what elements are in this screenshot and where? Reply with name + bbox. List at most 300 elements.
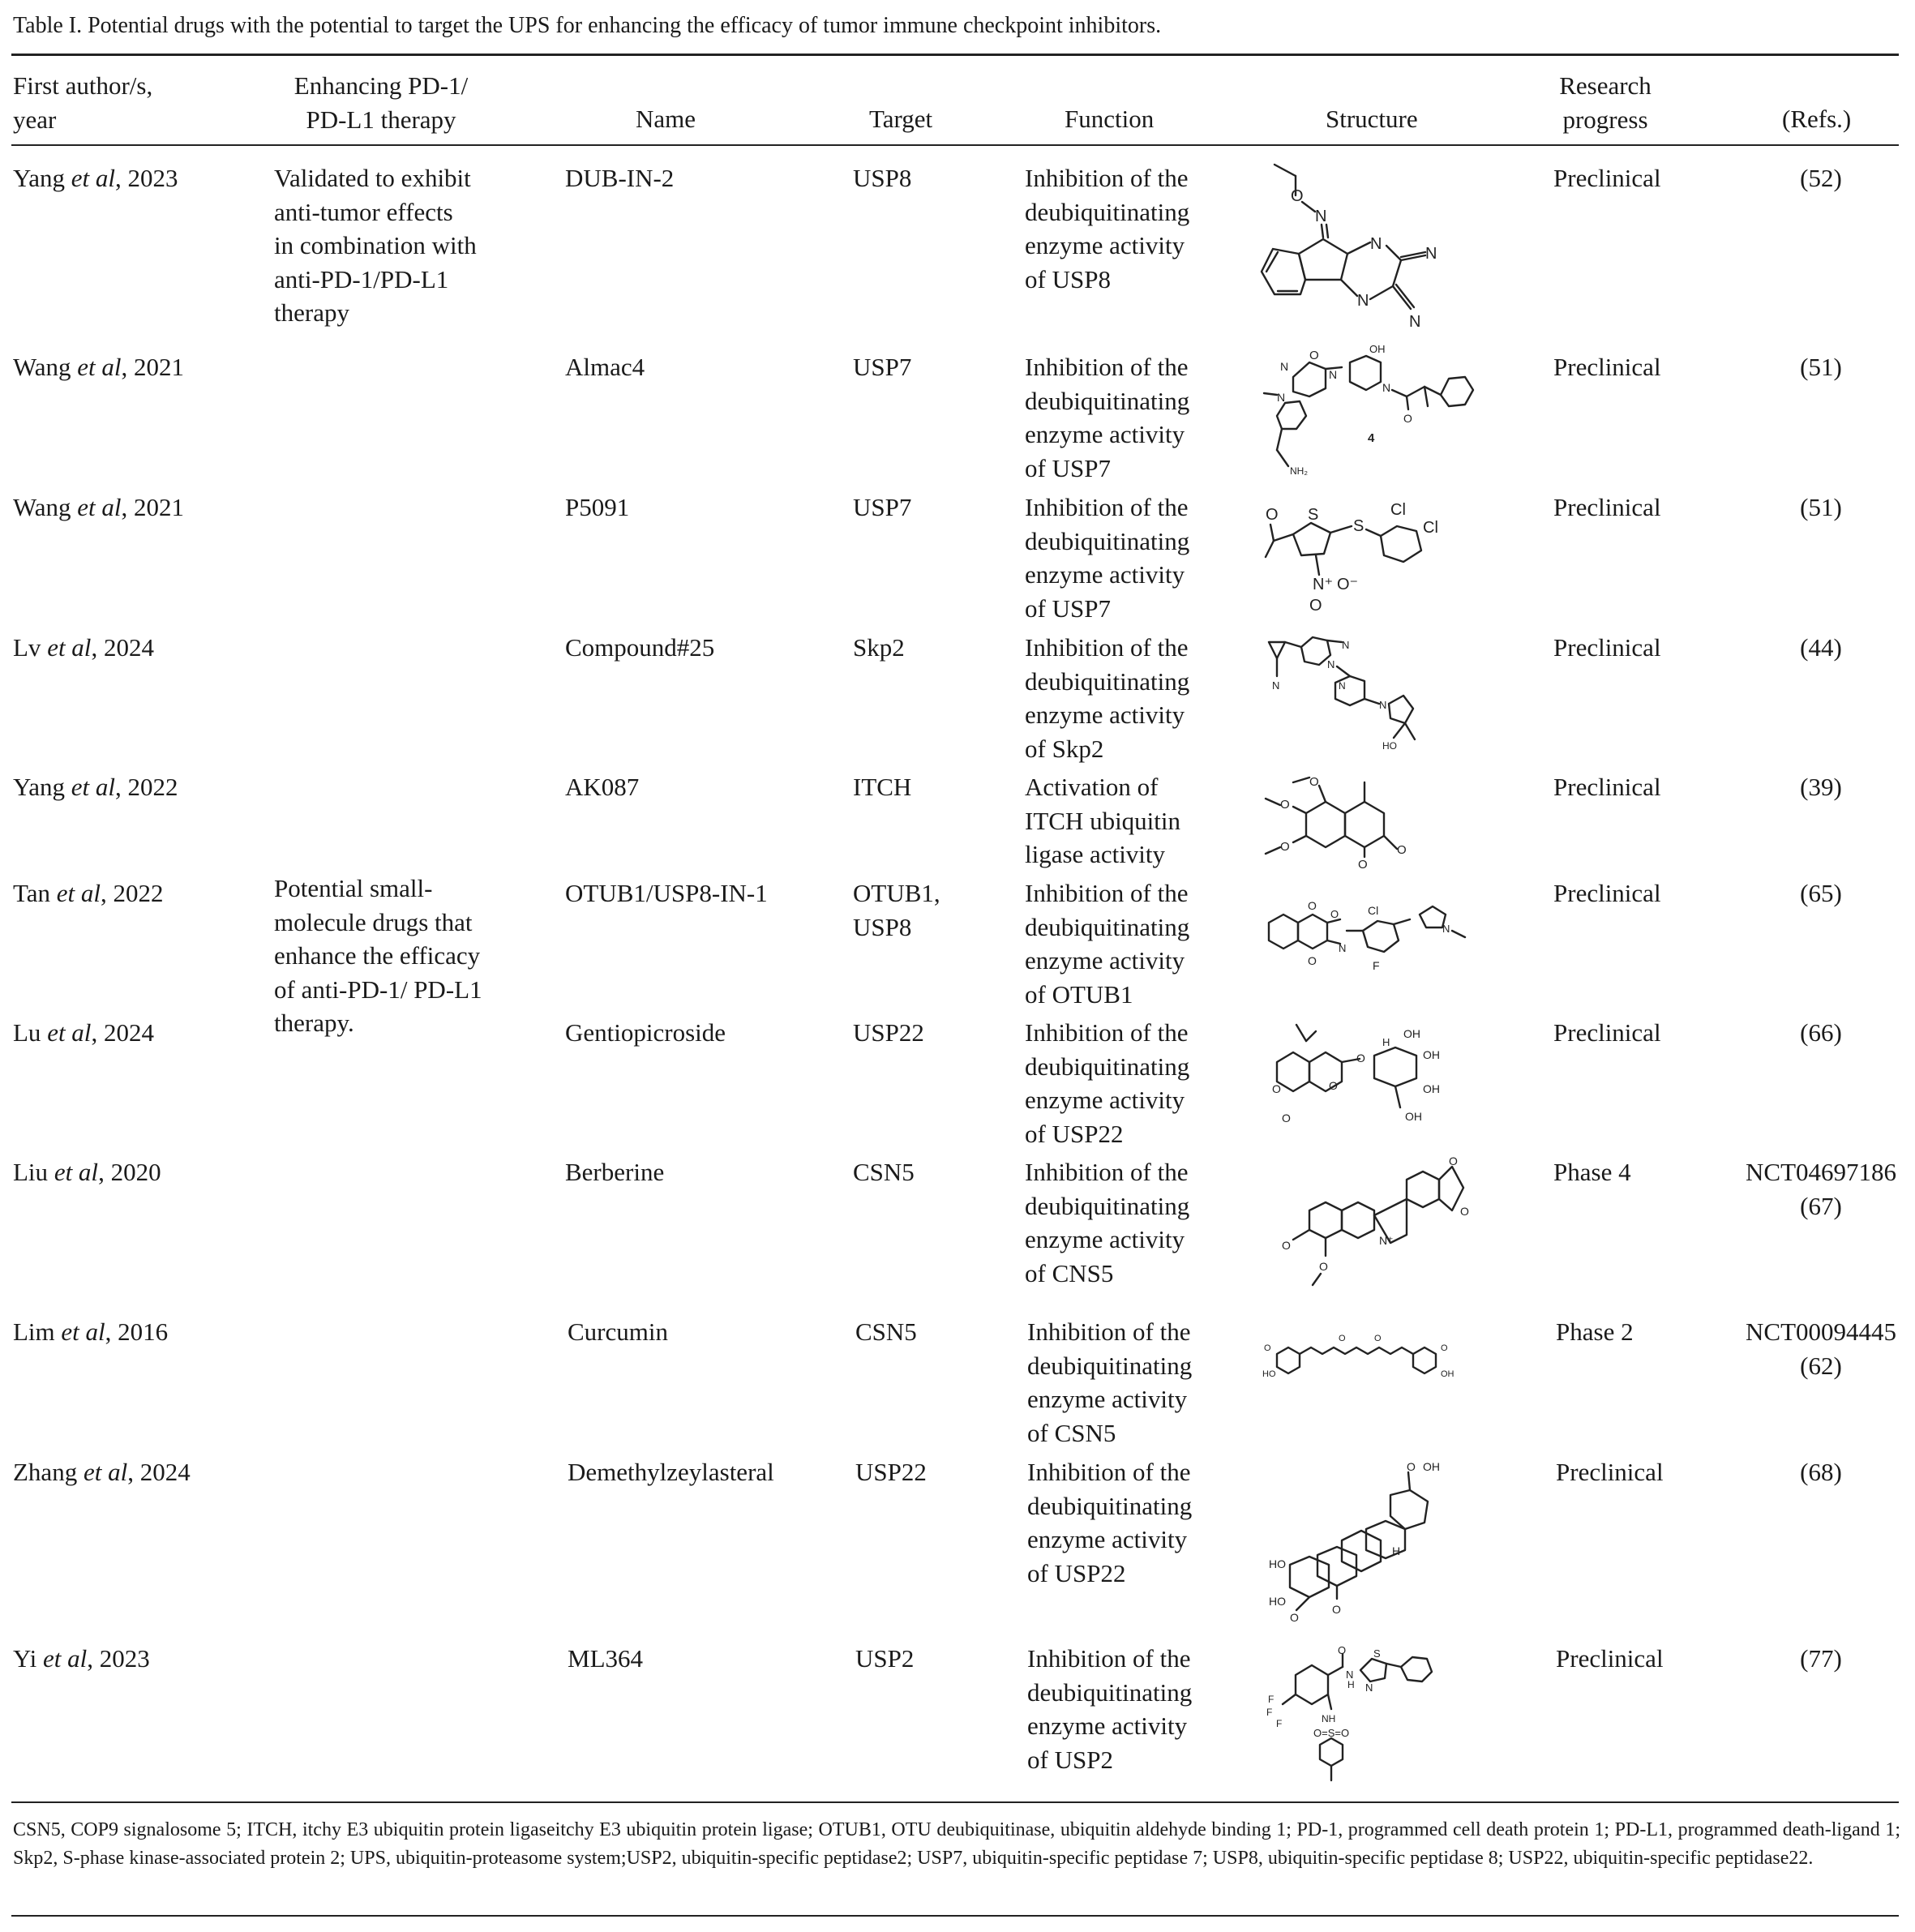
nitrogen-label: N bbox=[1315, 208, 1327, 225]
hydroxyl-label: OH bbox=[1369, 343, 1386, 355]
author-year: , 2023 bbox=[87, 1644, 150, 1673]
target-cell bbox=[853, 350, 911, 384]
author-cell bbox=[13, 770, 178, 804]
oxygen-label: O bbox=[1338, 1644, 1347, 1656]
author-cell bbox=[13, 1642, 150, 1676]
function-line: Inhibition of the bbox=[1027, 1317, 1191, 1346]
function-cell bbox=[1025, 770, 1180, 872]
almac4-structure-icon bbox=[1261, 345, 1480, 482]
function-line: deubiquitinating bbox=[1025, 912, 1190, 941]
ref-text: NCT00094445 bbox=[1746, 1317, 1896, 1346]
target-cell bbox=[853, 1016, 924, 1050]
nitrogen-label: N bbox=[1339, 942, 1347, 954]
function-line: Inhibition of the bbox=[1025, 164, 1189, 192]
function-line: deubiquitinating bbox=[1025, 197, 1190, 226]
function-line: deubiquitinating bbox=[1027, 1677, 1193, 1707]
nitrogen-label: N bbox=[1342, 639, 1350, 651]
hydroxyl-label: OH bbox=[1423, 1048, 1440, 1061]
group-note-line: Potential small- bbox=[274, 874, 433, 902]
oxygen-label: O bbox=[1330, 908, 1339, 920]
function-cell bbox=[1025, 161, 1189, 296]
target-cell bbox=[853, 1155, 915, 1189]
target-text: OTUB1, bbox=[853, 879, 940, 907]
function-cell bbox=[1025, 350, 1189, 485]
et-al: et al bbox=[77, 493, 122, 521]
drug-name bbox=[565, 161, 674, 195]
hydroxyl-label: OH bbox=[1423, 1460, 1440, 1473]
function-cell bbox=[1027, 1455, 1192, 1590]
function-cell bbox=[1027, 1315, 1192, 1450]
function-line: deubiquitinating bbox=[1025, 386, 1190, 415]
ref-text: (52) bbox=[1800, 164, 1842, 192]
function-line: deubiquitinating bbox=[1027, 1351, 1193, 1380]
nitrile-n-label: N bbox=[1425, 245, 1437, 263]
drug-name bbox=[568, 1642, 643, 1676]
nitrogen-label: N bbox=[1442, 923, 1450, 935]
fluorine-label: F bbox=[1373, 959, 1380, 972]
drug-name bbox=[565, 770, 639, 804]
oxygen-label: O bbox=[1309, 775, 1319, 789]
research-progress bbox=[1553, 631, 1661, 665]
progress-text: Preclinical bbox=[1553, 493, 1661, 521]
header-author bbox=[13, 69, 152, 136]
author-cell bbox=[13, 1315, 168, 1349]
group-note-potential bbox=[274, 872, 482, 1040]
function-line: of CSN5 bbox=[1027, 1418, 1116, 1447]
oxygen-label: O bbox=[1397, 843, 1407, 857]
function-line: Inhibition of the bbox=[1025, 493, 1189, 521]
nitrile-n-label: N bbox=[1409, 313, 1421, 331]
header-progress-line-2: progress bbox=[1562, 105, 1648, 134]
author-cell bbox=[13, 631, 154, 665]
hydroxyl-label: OH bbox=[1405, 1110, 1422, 1123]
author-cell bbox=[13, 876, 164, 910]
oxygen-label: O bbox=[1332, 1603, 1341, 1616]
hydrogen-label: H bbox=[1382, 1036, 1390, 1048]
function-line: ligase activity bbox=[1025, 840, 1166, 868]
function-line: enzyme activity bbox=[1025, 1086, 1185, 1114]
drug-name bbox=[565, 876, 768, 910]
hydroxyl-label: OH bbox=[1441, 1369, 1454, 1379]
bottom-rule bbox=[11, 1801, 1899, 1803]
sulfonyl-label: O=S=O bbox=[1313, 1727, 1350, 1739]
drug-name bbox=[565, 490, 629, 525]
refs-cell bbox=[1743, 631, 1899, 665]
target-cell bbox=[853, 770, 911, 804]
ref-text: (51) bbox=[1800, 493, 1842, 521]
function-line: Inhibition of the bbox=[1025, 879, 1189, 907]
nitrogen-label: N bbox=[1379, 699, 1387, 711]
research-progress bbox=[1556, 1642, 1664, 1676]
ref-text: (66) bbox=[1800, 1018, 1842, 1047]
function-line: enzyme activity bbox=[1025, 1225, 1185, 1253]
drug-name-text: Curcumin bbox=[568, 1317, 668, 1346]
refs-cell bbox=[1743, 770, 1899, 804]
header-name: Name bbox=[636, 105, 696, 133]
author-year: , 2021 bbox=[121, 353, 185, 381]
drug-name bbox=[568, 1315, 668, 1349]
author-name: Yang bbox=[13, 773, 66, 801]
author-cell bbox=[13, 1455, 191, 1489]
header-enhancing-line-1: Enhancing PD-1/ bbox=[293, 71, 469, 100]
author-name: Yang bbox=[13, 164, 66, 192]
function-line: of USP22 bbox=[1027, 1558, 1126, 1587]
table-footnote: CSN5, COP9 signalosome 5; ITCH, itchy E3 ubiquitin protein ligaseitchy E3 ubiquitin protein ligase; OTUB1, OTU deubiquitinase, ubiquitin aldehyde binding 1; PD-1, programmed cell death protein 1; PD-L1, programmed death-ligand 1; Skp2, S-phase kinase-associated protein 2; UPS, ubiquitin-proteasome system;USP2, ubiquitin-specific peptidase2; USP7, ubiquitin-specific peptidase 7; USP8, ubiquitin-specific peptidase 8; USP22, ubiquitin-specific peptidase22. bbox=[13, 1819, 1900, 1869]
oxygen-label: O bbox=[1449, 1154, 1458, 1167]
function-cell bbox=[1025, 490, 1189, 625]
fluorine-label: F bbox=[1266, 1707, 1273, 1718]
function-line: enzyme activity bbox=[1027, 1525, 1188, 1553]
function-cell bbox=[1025, 631, 1189, 765]
target-cell bbox=[853, 631, 905, 665]
nitrogen-label: N bbox=[1346, 1669, 1354, 1681]
fluorine-label: F bbox=[1268, 1694, 1275, 1705]
oxygen-label: O bbox=[1308, 899, 1317, 912]
research-progress bbox=[1553, 1016, 1661, 1050]
drug-name bbox=[565, 631, 714, 665]
author-year: , 2022 bbox=[115, 773, 178, 801]
function-line: Inhibition of the bbox=[1027, 1458, 1191, 1486]
footnote-rule bbox=[11, 1915, 1899, 1917]
header-target: Target bbox=[869, 105, 933, 133]
drug-name-text: Gentiopicroside bbox=[565, 1018, 726, 1047]
hydroxyl-label: HO bbox=[1269, 1595, 1286, 1608]
drug-name bbox=[568, 1455, 774, 1489]
refs-cell bbox=[1743, 161, 1899, 195]
function-line: of USP2 bbox=[1027, 1745, 1113, 1774]
function-line: enzyme activity bbox=[1025, 700, 1185, 729]
oxygen-label: O bbox=[1291, 187, 1304, 205]
author-name: Zhang bbox=[13, 1458, 78, 1486]
oxygen-label: O bbox=[1266, 506, 1279, 524]
nitrogen-label: N bbox=[1339, 680, 1346, 692]
oxygen-label: O bbox=[1403, 412, 1412, 425]
oxygen-label: O bbox=[1264, 1343, 1271, 1353]
drug-name-text: DUB-IN-2 bbox=[565, 164, 675, 192]
drug-name-text: OTUB1/USP8-IN-1 bbox=[565, 879, 768, 907]
ml364-structure-icon bbox=[1265, 1646, 1476, 1792]
author-year: , 2016 bbox=[105, 1317, 169, 1346]
author-year: , 2020 bbox=[98, 1158, 161, 1186]
et-al: et al bbox=[47, 633, 92, 662]
amine-label: NH bbox=[1322, 1713, 1336, 1724]
sulfur-label: S bbox=[1353, 517, 1364, 535]
et-al: et al bbox=[83, 1458, 128, 1486]
refs-cell bbox=[1743, 1315, 1899, 1382]
header-author-line-2: year bbox=[13, 105, 57, 134]
research-progress bbox=[1556, 1455, 1664, 1489]
function-line: Inhibition of the bbox=[1027, 1644, 1191, 1673]
oxygen-label: O bbox=[1308, 954, 1317, 967]
oxygen-label: O bbox=[1319, 1260, 1328, 1273]
group-note-validated bbox=[274, 161, 477, 330]
function-line: of CNS5 bbox=[1025, 1258, 1114, 1287]
target-cell bbox=[855, 1642, 914, 1676]
header-enhancing bbox=[268, 69, 495, 136]
otub1-usp8-in-1-structure-icon bbox=[1261, 890, 1472, 992]
oxygen-label: O bbox=[1282, 1239, 1291, 1252]
author-year: , 2023 bbox=[115, 164, 178, 192]
author-name: Tan bbox=[13, 879, 51, 907]
nitrogen-label: N bbox=[1327, 658, 1335, 670]
nitrogen-label: N bbox=[1382, 381, 1391, 394]
progress-text: Preclinical bbox=[1553, 164, 1661, 192]
author-year: , 2024 bbox=[127, 1458, 191, 1486]
et-al: et al bbox=[54, 1158, 99, 1186]
target-text: CSN5 bbox=[855, 1317, 917, 1346]
research-progress bbox=[1553, 161, 1661, 195]
nitrogen-label: N bbox=[1357, 292, 1369, 310]
group-note-line: therapy bbox=[274, 298, 349, 327]
author-name: Lu bbox=[13, 1018, 41, 1047]
function-line: of USP22 bbox=[1025, 1119, 1124, 1148]
ref-text: (68) bbox=[1800, 1458, 1842, 1486]
function-line: enzyme activity bbox=[1027, 1385, 1188, 1413]
et-al: et al bbox=[43, 1644, 88, 1673]
function-line: Inhibition of the bbox=[1025, 1018, 1189, 1047]
author-cell bbox=[13, 490, 184, 525]
function-line: deubiquitinating bbox=[1025, 666, 1190, 696]
group-note-line: anti-PD-1/PD-L1 bbox=[274, 264, 449, 293]
header-enhancing-line-2: PD-L1 therapy bbox=[306, 105, 456, 134]
ref-text: (51) bbox=[1800, 353, 1842, 381]
compound25-structure-icon bbox=[1261, 631, 1423, 752]
nitrogen-label: N bbox=[1329, 368, 1338, 381]
function-line: deubiquitinating bbox=[1025, 526, 1190, 555]
author-year: , 2022 bbox=[101, 879, 164, 907]
nitro-n-label: N⁺ bbox=[1313, 576, 1333, 593]
author-cell bbox=[13, 1016, 154, 1050]
et-al: et al bbox=[56, 879, 101, 907]
oxygen-label: O bbox=[1329, 1079, 1338, 1092]
target-text: CSN5 bbox=[853, 1158, 915, 1186]
berberine-structure-icon bbox=[1261, 1155, 1488, 1301]
progress-text: Preclinical bbox=[1553, 773, 1661, 801]
group-note-line: molecule drugs that bbox=[274, 907, 473, 936]
function-line: deubiquitinating bbox=[1025, 1052, 1190, 1081]
refs-cell bbox=[1743, 1155, 1899, 1223]
oxygen-label: O bbox=[1407, 1460, 1416, 1473]
progress-text: Preclinical bbox=[1553, 879, 1661, 907]
header-function: Function bbox=[1065, 105, 1155, 133]
oxygen-label: O bbox=[1309, 597, 1322, 615]
et-al: et al bbox=[61, 1317, 105, 1346]
research-progress bbox=[1553, 1155, 1631, 1189]
function-line: of USP8 bbox=[1025, 264, 1111, 293]
research-progress bbox=[1553, 490, 1661, 525]
drug-name-text: Demethylzeylasteral bbox=[568, 1458, 774, 1486]
author-year: , 2024 bbox=[91, 1018, 154, 1047]
chlorine-label: Cl bbox=[1390, 501, 1406, 519]
author-name: Yi bbox=[13, 1644, 37, 1673]
hydroxyl-label: HO bbox=[1382, 740, 1397, 752]
research-progress bbox=[1553, 876, 1661, 910]
oxygen-label: O bbox=[1280, 840, 1290, 854]
nitrile-n-label: N bbox=[1272, 679, 1280, 692]
target-cell bbox=[853, 490, 911, 525]
author-year: , 2021 bbox=[121, 493, 185, 521]
function-line: ITCH ubiquitin bbox=[1025, 806, 1181, 835]
target-text: USP2 bbox=[855, 1644, 915, 1673]
target-cell bbox=[855, 1455, 927, 1489]
drug-name bbox=[565, 1016, 726, 1050]
oxide-label: O⁻ bbox=[1337, 576, 1359, 593]
sulfur-label: S bbox=[1308, 506, 1319, 524]
target-text: Skp2 bbox=[853, 633, 905, 662]
curcumin-structure-icon bbox=[1261, 1330, 1472, 1386]
progress-text: Preclinical bbox=[1553, 633, 1661, 662]
author-name: Wang bbox=[13, 493, 71, 521]
drug-name-text: Compound#25 bbox=[565, 633, 715, 662]
function-line: of Skp2 bbox=[1025, 734, 1104, 763]
header-author-line-1: First author/s, bbox=[13, 71, 153, 100]
target-cell bbox=[853, 876, 940, 944]
group-note-line: of anti-PD-1/ PD-L1 bbox=[274, 975, 482, 1004]
refs-cell bbox=[1743, 876, 1899, 910]
progress-text: Preclinical bbox=[1556, 1644, 1664, 1673]
oxygen-label: O bbox=[1374, 1334, 1382, 1343]
ref-text: NCT04697186 bbox=[1746, 1158, 1896, 1186]
function-line: enzyme activity bbox=[1025, 420, 1185, 448]
progress-text: Phase 2 bbox=[1556, 1317, 1634, 1346]
refs-cell bbox=[1743, 350, 1899, 384]
amine-label: NH₂ bbox=[1290, 465, 1308, 477]
drug-name bbox=[565, 350, 645, 384]
drug-name-text: ML364 bbox=[568, 1644, 643, 1673]
group-note-line: anti-tumor effects bbox=[274, 197, 453, 226]
oxygen-label: O bbox=[1282, 1112, 1291, 1125]
target-text: USP22 bbox=[853, 1018, 924, 1047]
group-note-line: therapy. bbox=[274, 1009, 354, 1037]
progress-text: Phase 4 bbox=[1553, 1158, 1631, 1186]
ref-text: (67) bbox=[1800, 1191, 1842, 1220]
function-line: Inhibition of the bbox=[1025, 353, 1189, 381]
function-cell bbox=[1025, 1016, 1189, 1150]
research-progress bbox=[1553, 350, 1661, 384]
chlorine-label: Cl bbox=[1423, 519, 1438, 537]
drug-name-text: Almac4 bbox=[565, 353, 645, 381]
oxygen-label: O bbox=[1460, 1205, 1469, 1218]
research-progress bbox=[1556, 1315, 1634, 1349]
drug-name-text: AK087 bbox=[565, 773, 640, 801]
table-caption: Table I. Potential drugs with the potential to target the UPS for enhancing the efficacy of tumor immune checkpoint inhibitors. bbox=[13, 13, 1162, 38]
function-line: enzyme activity bbox=[1027, 1711, 1188, 1740]
header-rule bbox=[11, 144, 1899, 146]
refs-cell bbox=[1743, 1016, 1899, 1050]
nitrogen-cation-label: N⁺ bbox=[1379, 1234, 1394, 1247]
author-name: Liu bbox=[13, 1158, 49, 1186]
function-line: of OTUB1 bbox=[1025, 979, 1133, 1009]
target-text: USP22 bbox=[855, 1458, 927, 1486]
oxygen-label: O bbox=[1339, 1334, 1346, 1343]
dub-in-2-structure-icon bbox=[1257, 158, 1443, 345]
ak087-structure-icon bbox=[1261, 774, 1447, 880]
hydroxyl-label: HO bbox=[1269, 1557, 1286, 1570]
group-note-line: in combination with bbox=[274, 231, 477, 259]
fluorine-label: F bbox=[1276, 1718, 1283, 1729]
function-line: enzyme activity bbox=[1025, 560, 1185, 589]
function-line: Activation of bbox=[1025, 773, 1159, 801]
oxygen-label: O bbox=[1441, 1343, 1448, 1353]
header-progress bbox=[1524, 69, 1686, 136]
chlorine-label: Cl bbox=[1368, 904, 1379, 917]
author-name: Wang bbox=[13, 353, 71, 381]
target-text: USP7 bbox=[853, 353, 912, 381]
function-cell bbox=[1027, 1642, 1192, 1776]
function-line: deubiquitinating bbox=[1025, 1191, 1190, 1220]
progress-text: Preclinical bbox=[1556, 1458, 1664, 1486]
refs-cell bbox=[1743, 1455, 1899, 1489]
drug-name bbox=[565, 1155, 664, 1189]
ref-text: (39) bbox=[1800, 773, 1842, 801]
sulfur-label: S bbox=[1373, 1647, 1381, 1660]
header-structure: Structure bbox=[1326, 105, 1418, 133]
ref-text: (65) bbox=[1800, 879, 1842, 907]
gentiopicroside-structure-icon bbox=[1261, 1023, 1472, 1145]
progress-text: Preclinical bbox=[1553, 353, 1661, 381]
hydrogen-label: H bbox=[1392, 1544, 1401, 1557]
hydroxyl-label: OH bbox=[1403, 1027, 1420, 1040]
et-al: et al bbox=[71, 773, 116, 801]
compound-number: 4 bbox=[1368, 431, 1375, 445]
refs-cell bbox=[1743, 490, 1899, 525]
refs-cell bbox=[1743, 1642, 1899, 1676]
demethylzeylasteral-structure-icon bbox=[1261, 1459, 1472, 1630]
p5091-structure-icon bbox=[1261, 490, 1463, 616]
header-progress-line-1: Research bbox=[1559, 71, 1652, 100]
oxygen-label: O bbox=[1272, 1082, 1281, 1095]
group-note-line: enhance the efficacy bbox=[274, 941, 481, 970]
oxygen-label: O bbox=[1309, 349, 1319, 362]
drug-name-text: P5091 bbox=[565, 493, 630, 521]
et-al: et al bbox=[71, 164, 116, 192]
et-al: et al bbox=[77, 353, 122, 381]
header-refs: (Refs.) bbox=[1782, 105, 1852, 133]
nitrogen-label: N bbox=[1365, 1681, 1373, 1694]
function-line: Inhibition of the bbox=[1025, 633, 1189, 662]
oxygen-label: O bbox=[1356, 1052, 1365, 1065]
ref-text: (77) bbox=[1800, 1644, 1842, 1673]
oxygen-label: O bbox=[1280, 798, 1290, 812]
function-line: of USP7 bbox=[1025, 453, 1111, 482]
function-line: enzyme activity bbox=[1025, 946, 1185, 975]
ref-text: (44) bbox=[1800, 633, 1842, 662]
target-text: USP7 bbox=[853, 493, 912, 521]
oxygen-label: O bbox=[1290, 1611, 1299, 1624]
author-year: , 2024 bbox=[91, 633, 154, 662]
hydrogen-label: H bbox=[1347, 1679, 1355, 1690]
author-cell bbox=[13, 350, 184, 384]
hydroxyl-label: OH bbox=[1423, 1082, 1440, 1095]
oxygen-label: O bbox=[1358, 858, 1368, 872]
function-cell bbox=[1025, 1155, 1189, 1290]
progress-text: Preclinical bbox=[1553, 1018, 1661, 1047]
function-cell bbox=[1025, 876, 1189, 1011]
target-text: USP8 bbox=[853, 912, 912, 941]
author-name: Lv bbox=[13, 633, 41, 662]
nitrogen-label: N bbox=[1277, 391, 1286, 404]
target-cell bbox=[853, 161, 911, 195]
drug-name-text: Berberine bbox=[565, 1158, 665, 1186]
target-text: ITCH bbox=[853, 773, 912, 801]
function-line: Inhibition of the bbox=[1025, 1158, 1189, 1186]
function-line: of USP7 bbox=[1025, 593, 1111, 623]
ref-text: (62) bbox=[1800, 1351, 1842, 1380]
author-name: Lim bbox=[13, 1317, 55, 1346]
group-note-line: Validated to exhibit bbox=[274, 164, 471, 192]
author-cell bbox=[13, 1155, 161, 1189]
target-cell bbox=[855, 1315, 917, 1349]
